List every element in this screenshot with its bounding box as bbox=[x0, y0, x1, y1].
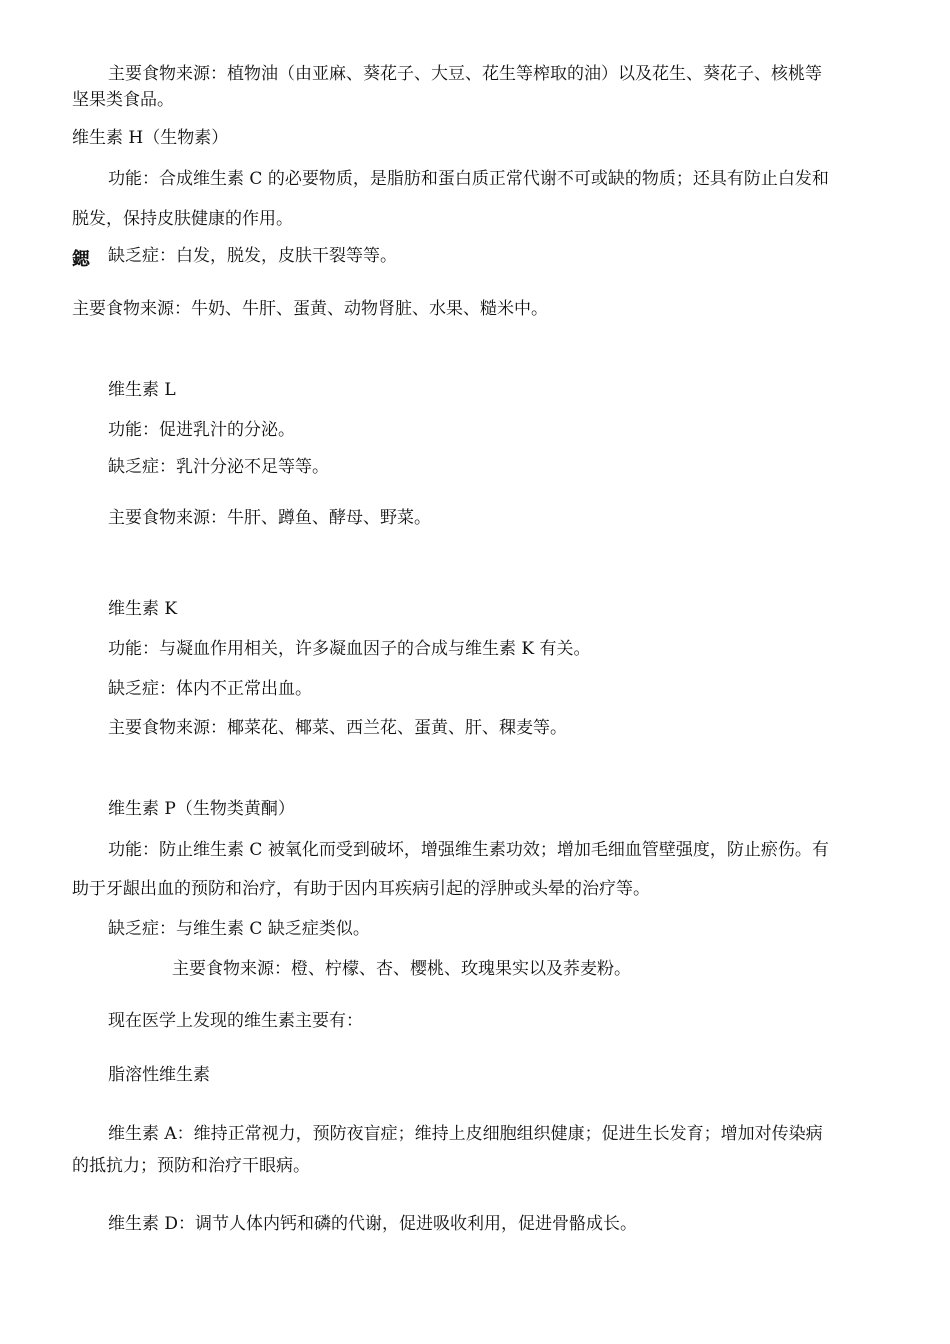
paragraph-line: 脱发，保持皮肤健康的作用。 bbox=[72, 209, 293, 229]
section-heading-vitamin-l: 维生素 L bbox=[108, 380, 176, 400]
paragraph-line: 现在医学上发现的维生素主要有： bbox=[108, 1011, 363, 1031]
paragraph-line: 缺乏症：与维生素 C 缺乏症类似。 bbox=[108, 919, 370, 939]
section-heading-vitamin-k: 维生素 K bbox=[108, 599, 178, 619]
paragraph-line: 功能：防止维生素 C 被氧化而受到破坏，增强维生素功效；增加毛细血管壁强度，防止瘀伤。有 bbox=[108, 840, 829, 860]
section-heading-fat-soluble: 脂溶性维生素 bbox=[108, 1065, 210, 1085]
paragraph-line: 助于牙龈出血的预防和治疗，有助于因内耳疾病引起的浮肿或头晕的治疗等。 bbox=[72, 879, 650, 899]
paragraph-line: 维生素 D：调节人体内钙和磷的代谢，促进吸收利用，促进骨骼成长。 bbox=[108, 1214, 638, 1234]
section-heading-vitamin-h: 维生素 H（生物素） bbox=[72, 128, 229, 148]
paragraph-line: 缺乏症：白发，脱发，皮肤干裂等等。 bbox=[108, 246, 397, 266]
paragraph-line: 功能：与凝血作用相关，许多凝血因子的合成与维生素 K 有关。 bbox=[108, 639, 591, 659]
paragraph-line: 主要食物来源：牛肝、蹲鱼、酵母、野菜。 bbox=[108, 508, 431, 528]
paragraph-line: 的抵抗力；预防和治疗干眼病。 bbox=[72, 1156, 310, 1176]
section-heading-vitamin-p: 维生素 P（生物类黄酮） bbox=[108, 799, 295, 819]
paragraph-line: 功能：促进乳汁的分泌。 bbox=[108, 420, 295, 440]
paragraph-line: 主要食物来源：橙、柠檬、杏、樱桃、玫瑰果实以及荞麦粉。 bbox=[172, 959, 631, 979]
paragraph-line: 主要食物来源：牛奶、牛肝、蛋黄、动物肾脏、水果、糙米中。 bbox=[72, 299, 548, 319]
paragraph-line: 主要食物来源：椰菜花、椰菜、西兰花、蛋黄、肝、稞麦等。 bbox=[108, 718, 567, 738]
paragraph-line: 缺乏症：体内不正常出血。 bbox=[108, 679, 312, 699]
paragraph-line: 缺乏症：乳汁分泌不足等等。 bbox=[108, 457, 329, 477]
paragraph-line: 维生素 A：维持正常视力，预防夜盲症；维持上皮细胞组织健康；促进生长发育；增加对传染病 bbox=[108, 1124, 823, 1144]
paragraph-line: 功能：合成维生素 C 的必要物质，是脂肪和蛋白质正常代谢不可或缺的物质；还具有防止白发和 bbox=[108, 169, 829, 189]
paragraph-line: 坚果类食品。 bbox=[72, 90, 174, 110]
paragraph-line: 主要食物来源：植物油（由亚麻、葵花子、大豆、花生等榨取的油）以及花生、葵花子、核桃等 bbox=[108, 64, 822, 84]
stray-glyph-mark: 鍶 bbox=[72, 249, 90, 270]
